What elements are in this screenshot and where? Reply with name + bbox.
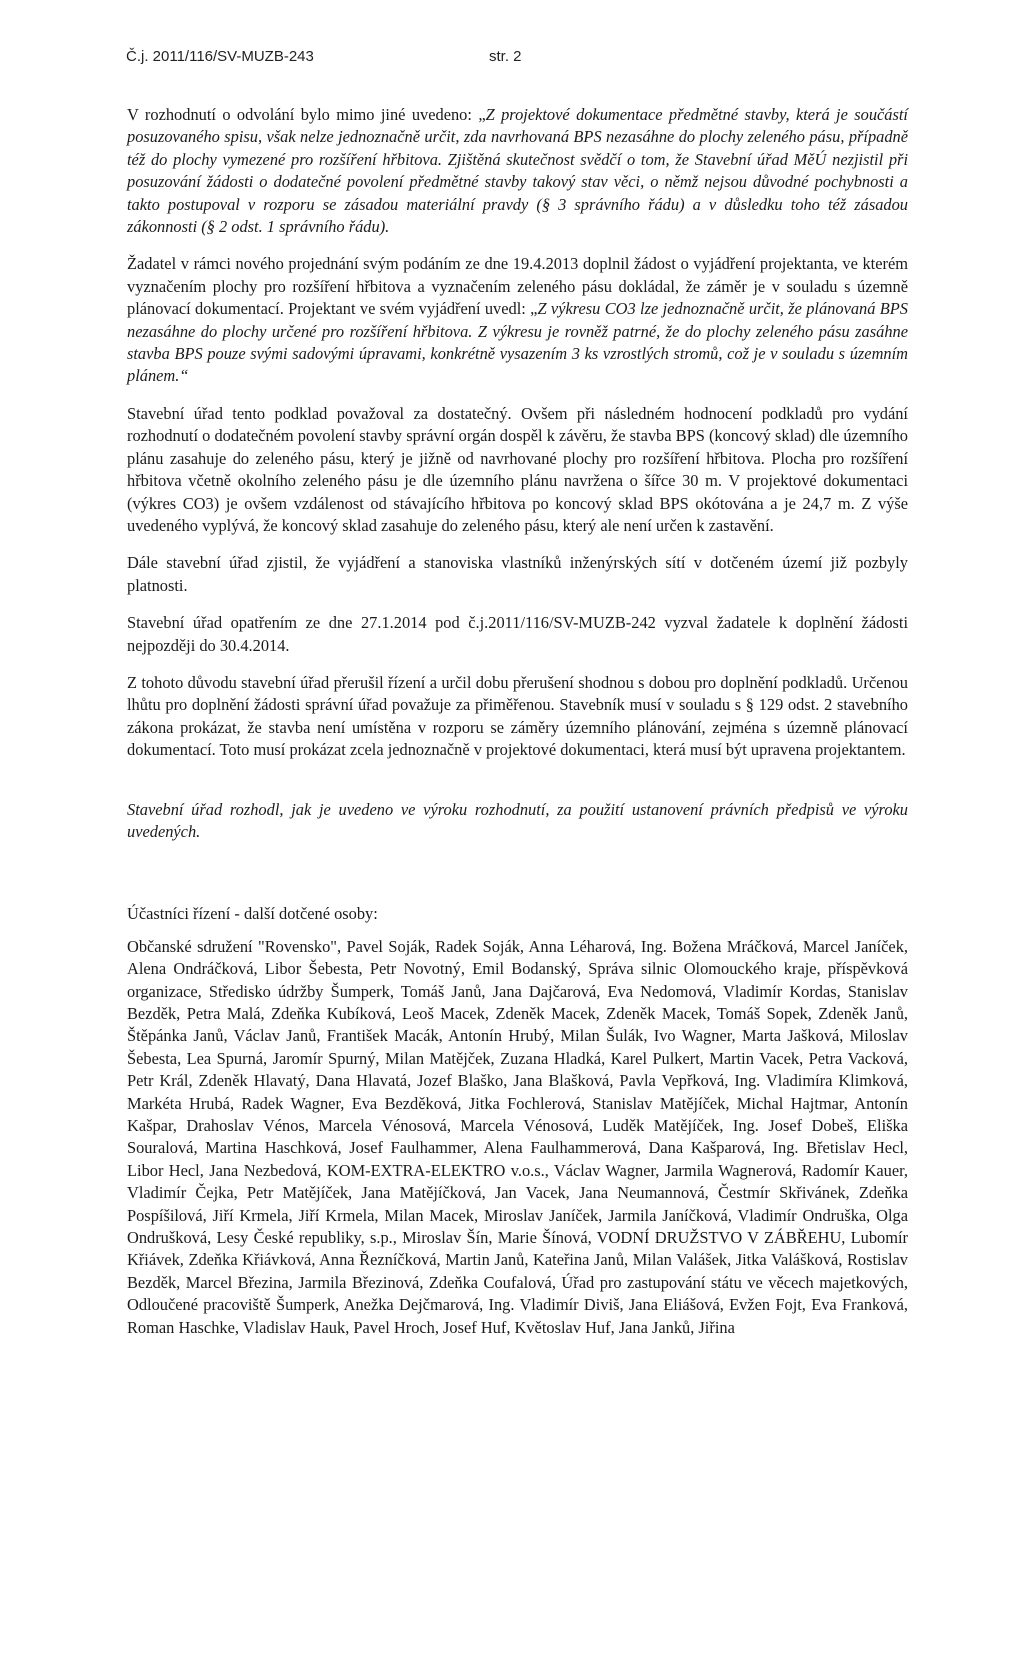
document-body [127,104,908,1339]
interruption-paragraph: Z tohoto důvodu stavební úřad přerušil řízení a určil dobu přerušení shodnou s dobou pro doplnění podkladů. Určenou lhůtu pro doplnění žádosti správní úřad považuje za přiměřenou. Stavebník musí v souladu s § 129 odst. 2 stavebního zákona prokázat, že stavba není umístěna v rozporu se záměry územního plánování, zejména s územně plánovací dokumentací. Toto musí prokázat zcela jednoznačně v projektové dokumentaci, která musí být upravena projektantem. [127,672,908,760]
appeal-paragraph [127,104,908,238]
request-paragraph: Stavební úřad opatřením ze dne 27.1.2014 pod č.j.2011/116/SV-MUZB-242 vyzval žadatele k doplnění žádosti nejpozději do 30.4.2014. [127,613,908,655]
appeal-intro: V rozhodnutí o odvolání bylo mimo jiné uvedeno: „ [127,105,486,124]
page-number: str. 2 [489,48,522,65]
designer-quote: Z výkresu CO3 lze jednoznačně určit, že plánovaná BPS nezasáhne do plochy určené pro rozšíření hřbitova. Z výkresu je rovněž patrné, že do plochy zeleného pásu zasáhne stavba BPS pouze svými sadovými úpravami, konkrétně vysazením 3 ks vzrostlých stromů, což je v souladu s územním plánem. [127,299,909,386]
reference-number: Č.j. 2011/116/SV-MUZB-243 [126,48,314,65]
participants-list: Občanské sdružení "Rovensko", Pavel Soják, Radek Soják, Anna Léharová, Ing. Božena Mráčková, Marcel Janíček, Alena Ondráčková, Libor Šebesta, Petr Novotný, Emil Bodanský, Správa silnic Olomouckého kraje, příspěvková organizace, Středisko údržby Šumperk, Tomáš Janů, Jana Dajčarová, Eva Nedomová, Vladimír Kordas, Stanislav Bezděk, Petra Malá, Zdeňka Kubíková, Leoš Macek, Zdeněk Macek, Zdeněk Macek, Tomáš Sopek, Zdeněk Janů, Štěpánka Janů, Václav Janů, František Macák, Antonín Hrubý, Milan Šulák, Ivo Wagner, Marta Jašková, Miloslav Šebesta, Lea Spurná, Jaromír Spurný, Milan Matějček, Zuzana Hladká, Karel Pulkert, Martin Vacek, Petra Vacková, Petr Král, Zdeněk Hlavatý, Dana Hlavatá, Jozef Blaško, Jana Blašková, Pavla Vepřková, Ing. Vladimíra Klimková, Markéta Hrubá, Radek Wagner, Eva Bezděková, Jitka Fochlerová, Stanislav Matějíček, Michal Hajtmar, Antonín Kašpar, Drahoslav Vénos, Marcela Vénosová, Marcela Vénosová, Luděk Matějíček, Ing. Josef Dobeš, Eliška Souralová, Martina Haschková, Josef Faulhammer, Alena Faulhammerová, Dana Kašparová, Ing. Břetislav Hecl, Libor Hecl, Jana Nezbedová, KOM-EXTRA-ELEKTRO v.o.s., Václav Wagner, Jarmila Wagnerová, Radomír Kauer, Vladimír Čejka, Petr Matějíček, Jana Matějíčková, Jan Vacek, Jana Neumannová, Čestmír Skřivánek, Zdeňka Pospíšilová, Jiří Krmela, Jiří Krmela, Milan Macek, Miroslav Janíček, Jarmila Janíčková, Vladimír Ondruška, Olga Ondrušková, Lesy České republiky, s.p., Miroslav Šín, Marie Šínová, VODNÍ DRUŽSTVO V ZÁBŘEHU, Lubomír Křiávek, Zdeňka Křiávková, Anna Řezníčková, Martin Janů, Kateřina Janů, Milan Valášek, Jitka Valášková, Rostislav Bezděk, Marcel Březina, Jarmila Březinová, Zdeňka Coufalová, Úřad pro zastupování státu ve věcech majetkových, Odloučené pracoviště Šumperk, Anežka Dejčmarová, Ing. Vladimír Diviš, Jana Eliášová, Evžen Fojt, Eva Franková, Roman Haschke, Vladislav Hauk, Pavel Hroch, Josef Huf, Květoslav Huf, Jana Janků, Jiřina [127,936,908,1337]
decision-statement: Stavební úřad rozhodl, jak je uvedeno ve výroku rozhodnutí, za použití ustanovení právních předpisů ve výroku uvedených. [127,799,908,841]
participants-heading: Účastníci řízení - další dotčené osoby: [127,904,378,924]
applicant-paragraph [127,253,908,387]
validity-paragraph: Dále stavební úřad zjistil, že vyjádření a stanoviska vlastníků inženýrských sítí v dotčeném území již pozbyly platnosti. [127,553,908,595]
quote-close: “ [179,366,189,386]
evaluation-paragraph: Stavební úřad tento podklad považoval za dostatečný. Ovšem při následném hodnocení podkladů pro vydání rozhodnutí o dodatečném povolení stavby správní orgán dospěl k závěru, že stavba BPS (koncový sklad) dle územního plánu zasahuje do zeleného pásu, který je jižně od navrhované plochy pro rozšíření hřbitova. Plocha pro rozšíření hřbitova včetně okolního zeleného pásu je dle územního plánu navržena o šířce 30 m. V projektové dokumentaci (výkres CO3) je ovšem vzdálenost od stávajícího hřbitova po koncový sklad BPS okótována a je 24,7 m. Z výše uvedeného vyplývá, že koncový sklad zasahuje do zeleného pásu, který ale není určen k zastavění. [127,403,908,535]
appeal-quote: Z projektové dokumentace předmětné stavby, která je součástí posuzovaného spisu, však nelze jednoznačně určit, zda navrhovaná BPS nezasáhne do plochy zeleného pásu, případně též do plochy vymezené pro rozšíření hřbitova. Zjištěná skutečnost svědčí o tom, že Stavební úřad MěÚ nezjistil při posuzování žádosti o dodatečné povolení předmětné stavby takový stav věci, o němž nejsou důvodné pochybnosti a takto postupoval v rozporu se zásadou materiální pravdy (§ 3 správního řádu) a v důsledku toho též zásadou zákonnosti (§ 2 odst. 1 správního řádu). [127,105,908,237]
applicant-text: Žadatel v rámci nového projednání svým podáním ze dne 19.4.2013 doplnil žádost o vyjádření projektanta, ve kterém vyznačením plochy pro rozšíření hřbitova a vyznačením zeleného pásu dokládal, že záměr je v souladu s územně plánovací dokumentací. Projektant ve svém vyjádření uvedl: „ [127,254,908,319]
